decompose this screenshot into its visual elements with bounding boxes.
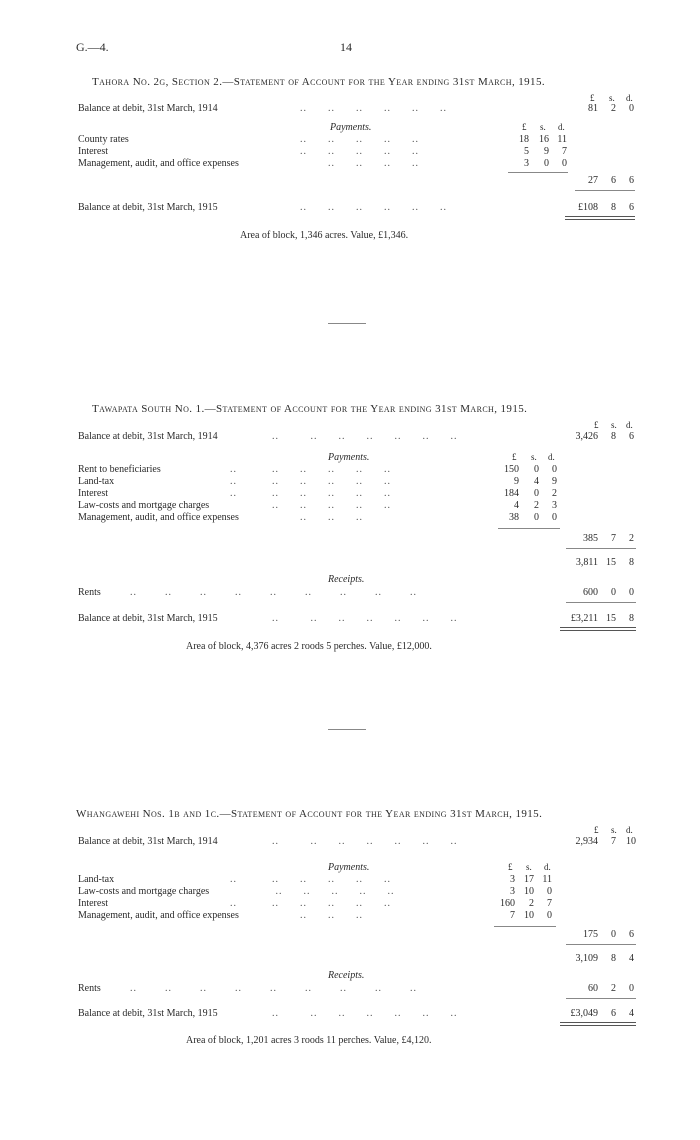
payment-shillings: 9 [544, 146, 549, 157]
subtotal-rule [508, 172, 568, 173]
double-underline [565, 216, 635, 217]
subtotal-shillings: 8 [611, 953, 616, 964]
payment-pounds: 38 [509, 512, 519, 523]
payment-label: Management, audit, and office expenses [78, 910, 239, 921]
subtotal-pounds: 3,811 [575, 557, 598, 568]
payments-total-shillings: 0 [611, 929, 616, 940]
total-rule [566, 548, 636, 549]
balance-close-pounds: £3,211 [570, 613, 598, 624]
payment-shillings: 0 [534, 464, 539, 475]
payments-total-pence: 2 [629, 533, 634, 544]
payment-pounds: 150 [504, 464, 519, 475]
balance-close-pounds: £3,049 [570, 1008, 598, 1019]
balance-close-label: Balance at debit, 31st March, 1915 [78, 613, 218, 624]
receipt-pounds: 60 [588, 983, 598, 994]
block-footer: Area of block, 4,376 acres 2 roods 5 perches. Value, £12,000. [186, 641, 432, 652]
col-shillings-header: s. [609, 93, 615, 103]
receipt-pence: 0 [629, 983, 634, 994]
payment-pence: 2 [552, 488, 557, 499]
balance-close-pence: 4 [629, 1008, 634, 1019]
subtotal-pence: 8 [629, 557, 634, 568]
balance-close-pence: 8 [629, 613, 634, 624]
series-reference: G.—4. [76, 40, 109, 54]
leader-dots: .. .. .. .. .. .. .. [272, 836, 458, 847]
balance-open-shillings: 2 [611, 103, 616, 114]
balance-close-label: Balance at debit, 31st March, 1915 [78, 202, 218, 213]
balance-open-pounds: 81 [588, 103, 598, 114]
total-rule [566, 998, 636, 999]
balance-close-pence: 6 [629, 202, 634, 213]
block-footer: Area of block, 1,346 acres. Value, £1,346. [240, 230, 409, 241]
leader-dots: .. .. .. .. .. .. .. [272, 431, 458, 442]
payment-pence: 7 [562, 146, 567, 157]
payment-pence: 11 [557, 134, 567, 145]
balance-open-pence: 10 [626, 836, 636, 847]
section-divider [328, 323, 366, 324]
balance-open-label: Balance at debit, 31st March, 1914 [78, 103, 218, 114]
leader-dots: .. .. .. .. .. .. .. .. .. [130, 983, 417, 994]
balance-open-label: Balance at debit, 31st March, 1914 [78, 836, 218, 847]
payment-shillings: 0 [544, 158, 549, 169]
payment-pounds: 4 [514, 500, 519, 511]
col-shillings-header: s. [526, 862, 532, 872]
payment-label: Interest [78, 146, 108, 157]
total-rule [566, 944, 636, 945]
double-underline [560, 1025, 636, 1026]
receipt-pounds: 600 [583, 587, 598, 598]
leader-dots: .. .. .. .. .. .. .. .. .. [130, 587, 417, 598]
payment-pence: 0 [552, 512, 557, 523]
subtotal-rule [494, 926, 556, 927]
receipt-shillings: 2 [611, 983, 616, 994]
payment-label: Land-tax [78, 874, 115, 885]
payment-pounds: 7 [510, 910, 515, 921]
balance-close-label: Balance at debit, 31st March, 1915 [78, 1008, 218, 1019]
balance-close-pounds: £108 [578, 202, 598, 213]
payment-shillings: 0 [534, 512, 539, 523]
section-title: Whangawehi Nos. 1b and 1c.—Statement of Account for the Year ending 31st March, 1915. [76, 808, 543, 820]
payment-label: Interest [78, 488, 108, 499]
leader-dots: .. .. .. .. .. .. [300, 103, 447, 114]
col-pence-header: d. [548, 452, 555, 462]
payment-pence: 11 [542, 874, 552, 885]
col-pounds-header: £ [522, 122, 527, 132]
payment-shillings: 0 [534, 488, 539, 499]
receipts-heading: Receipts. [328, 970, 365, 981]
col-shillings-header: s. [531, 452, 537, 462]
payment-pounds: 160 [500, 898, 515, 909]
payment-shillings: 10 [524, 910, 534, 921]
section-title: Tahora No. 2g, Section 2.—Statement of Account for the Year ending 31st March, 1915. [92, 76, 546, 88]
payment-pounds: 18 [519, 134, 529, 145]
payments-total-pence: 6 [629, 175, 634, 186]
receipt-shillings: 0 [611, 587, 616, 598]
col-shillings-header: s. [611, 825, 617, 835]
double-underline [565, 219, 635, 220]
balance-open-shillings: 7 [611, 836, 616, 847]
section-title: Tawapata South No. 1.—Statement of Account for the Year ending 31st March, 1915. [92, 403, 528, 415]
balance-open-pounds: 3,426 [575, 431, 598, 442]
payment-pounds: 9 [514, 476, 519, 487]
balance-open-shillings: 8 [611, 431, 616, 442]
payment-shillings: 16 [539, 134, 549, 145]
payments-total-pounds: 385 [583, 533, 598, 544]
payment-pence: 9 [552, 476, 557, 487]
payments-total-shillings: 7 [611, 533, 616, 544]
payments-heading: Payments. [328, 452, 370, 463]
payments-total-shillings: 6 [611, 175, 616, 186]
payment-label: Law-costs and mortgage charges [78, 500, 210, 511]
payment-pence: 0 [547, 886, 552, 897]
total-rule [566, 602, 636, 603]
col-pounds-header: £ [508, 862, 513, 872]
col-shillings-header: s. [540, 122, 546, 132]
payment-shillings: 17 [524, 874, 534, 885]
payment-shillings: 2 [534, 500, 539, 511]
balance-close-shillings: 8 [611, 202, 616, 213]
payment-label: Law-costs and mortgage charges [78, 886, 210, 897]
payments-heading: Payments. [328, 862, 370, 873]
payment-label: County rates [78, 134, 129, 145]
receipts-heading: Receipts. [328, 574, 365, 585]
payment-pounds: 3 [510, 874, 515, 885]
payment-pence: 0 [562, 158, 567, 169]
balance-close-shillings: 6 [611, 1008, 616, 1019]
subtotal-pence: 4 [629, 953, 634, 964]
col-pounds-header: £ [512, 452, 517, 462]
payment-pounds: 3 [524, 158, 529, 169]
total-rule [575, 190, 635, 191]
block-footer: Area of block, 1,201 acres 3 roods 11 perches. Value, £4,120. [186, 1035, 432, 1046]
balance-open-pounds: 2,934 [575, 836, 598, 847]
balance-open-pence: 6 [629, 431, 634, 442]
receipt-label: Rents [78, 983, 101, 994]
balance-open-label: Balance at debit, 31st March, 1914 [78, 431, 218, 442]
col-pence-header: d. [558, 122, 565, 132]
payments-total-pounds: 27 [588, 175, 598, 186]
payment-label: Rent to beneficiaries [78, 464, 161, 475]
payments-total-pounds: 175 [583, 929, 598, 940]
col-pence-header: d. [544, 862, 551, 872]
payment-label: Land-tax [78, 476, 115, 487]
payment-label: Interest [78, 898, 108, 909]
payment-label: Management, audit, and office expenses [78, 512, 239, 523]
payment-shillings: 2 [529, 898, 534, 909]
receipt-pence: 0 [629, 587, 634, 598]
payment-pence: 0 [552, 464, 557, 475]
payment-label: Management, audit, and office expenses [78, 158, 239, 169]
subtotal-shillings: 15 [606, 557, 616, 568]
receipt-label: Rents [78, 587, 101, 598]
leader-dots: .. .. .. .. .. .. .. [272, 613, 458, 624]
payment-pounds: 3 [510, 886, 515, 897]
col-pence-header: d. [626, 420, 633, 430]
double-underline [560, 1022, 636, 1023]
payments-total-pence: 6 [629, 929, 634, 940]
col-pence-header: d. [626, 93, 633, 103]
leader-dots: .. .. .. .. .. .. [300, 202, 447, 213]
col-pounds-header: £ [594, 825, 599, 835]
col-pounds-header: £ [590, 93, 595, 103]
payment-pence: 0 [547, 910, 552, 921]
leader-dots: .. .. .. .. .. .. .. .. .. .. .. .. .. .. .. .. .. .. .. .. [230, 874, 395, 921]
payment-shillings: 4 [534, 476, 539, 487]
balance-close-shillings: 15 [606, 613, 616, 624]
col-pounds-header: £ [594, 420, 599, 430]
subtotal-pounds: 3,109 [575, 953, 598, 964]
subtotal-rule [498, 528, 560, 529]
double-underline [560, 627, 636, 628]
leader-dots: .. .. .. .. .. .. .. .. .. .. .. .. .. .. [300, 134, 419, 169]
payments-heading: Payments. [330, 122, 372, 133]
leader-dots: .. .. .. .. .. .. .. [272, 1008, 458, 1019]
payment-pounds: 184 [504, 488, 519, 499]
page-number: 14 [340, 40, 352, 54]
col-shillings-header: s. [611, 420, 617, 430]
payment-pounds: 5 [524, 146, 529, 157]
col-pence-header: d. [626, 825, 633, 835]
balance-open-pence: 0 [629, 103, 634, 114]
payment-shillings: 10 [524, 886, 534, 897]
payment-pence: 7 [547, 898, 552, 909]
leader-dots: .. .. .. .. .. .. .. .. .. .. .. .. .. .. .. .. .. .. .. .. .. .. .. .. .. .. [230, 464, 391, 523]
payment-pence: 3 [552, 500, 557, 511]
double-underline [560, 630, 636, 631]
section-divider [328, 729, 366, 730]
